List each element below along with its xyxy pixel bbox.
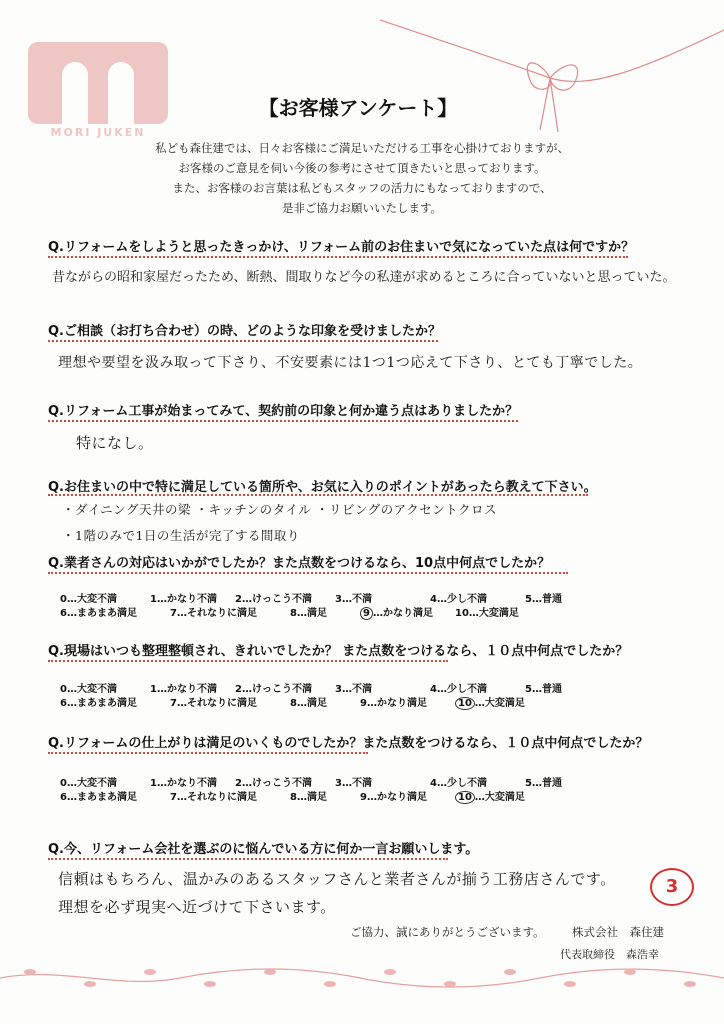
score-stamp: 3 (650, 868, 694, 906)
question-2: Q.ご相談（お打ち合わせ）の時、どのような印象を受けましたか？ (48, 324, 441, 339)
scale-option: 0…大変不満 (60, 778, 117, 789)
scale-option: 8…満足 (290, 608, 327, 619)
scale-option: 0…大変不満 (60, 684, 117, 695)
company-logo (28, 42, 168, 142)
rating-scale-6 (60, 680, 620, 710)
dotted-rule (48, 420, 518, 422)
scale-option: 1…かなり不満 (150, 684, 217, 695)
rating-scale-7 (60, 774, 620, 804)
closing-message: ご協力、誠にありがとうございます。 (350, 925, 545, 939)
scale-option: 7…それなりに満足 (170, 608, 257, 619)
scale-option: 0…大変不満 (60, 594, 117, 605)
scale-option: 5…普通 (525, 594, 562, 605)
scale-option: 8…満足 (290, 792, 327, 803)
answer-4-line-2: ・1階のみで1日の生活が完了する間取り (62, 528, 300, 543)
page-title: 【お客様アンケート】 (258, 96, 458, 120)
intro-line-2: お客様のご意見を伺い今後の参考にさせて頂きたいと思っております。 (178, 161, 546, 175)
question-6: Q.現場はいつも整理整頓され、きれいでしたか？ また点数をつけるなら、１０点中何点でしたか？ (48, 644, 629, 659)
scale-option: 2…けっこう不満 (235, 684, 312, 695)
scale-option-selected (360, 604, 433, 619)
selected-score-label: …大変満足 (474, 698, 525, 709)
rating-scale-5 (60, 590, 620, 620)
intro-line-1: 私ども森住建では、日々お客様にご満足いただける工事を心掛けておりますが、 (155, 141, 569, 155)
logo-mark-icon (28, 42, 168, 124)
company-name: 株式会社 森住建 (572, 925, 664, 939)
answer-1: 昔ながらの昭和家屋だったため、断熱、間取りなど今の私達が求めるところに合っていないと思っていた。 (52, 270, 676, 285)
dotted-rule (48, 752, 368, 754)
scale-option: 7…それなりに満足 (170, 698, 257, 709)
scale-option: 4…少し不満 (430, 778, 487, 789)
question-8: Q.今、リフォーム会社を選ぶのに悩んでいる方に何か一言お願いします。 (48, 842, 479, 857)
question-3: Q.リフォーム工事が始まってみて、契約前の印象と何か違う点はありましたか？ (48, 404, 519, 419)
scale-option: 2…けっこう不満 (235, 778, 312, 789)
question-5: Q.業者さんの対応はいかがでしたか？また点数をつけるなら、10点中何点でしたか？ (48, 556, 551, 571)
vine-border-decoration (0, 958, 724, 998)
scale-option: 4…少し不満 (430, 684, 487, 695)
selected-score-circle: 10 (455, 791, 475, 804)
scale-option: 1…かなり不満 (150, 594, 217, 605)
scale-option: 8…満足 (290, 698, 327, 709)
scale-option: 2…けっこう不満 (235, 594, 312, 605)
selected-score-circle: 10 (455, 697, 475, 710)
scale-option: 6…まあまあ満足 (60, 608, 137, 619)
answer-8-line-1: 信頼はもちろん、温かみのあるスタッフさんと業者さんが揃う工務店さんです。 (58, 870, 616, 888)
answer-3: 特になし。 (76, 434, 154, 452)
selected-score-label: …かなり満足 (372, 608, 433, 619)
scale-option-selected (455, 694, 525, 709)
question-1: Q.リフォームをしようと思ったきっかけ、リフォーム前のお住まいで気になっていた点は何ですか？ (48, 240, 635, 255)
scale-option: 10…大変満足 (455, 608, 519, 619)
scale-option: 5…普通 (525, 684, 562, 695)
selected-score-label: …大変満足 (474, 792, 525, 803)
intro-line-3: また、お客様のお言葉は私どもスタッフの活力にもなっておりますので、 (172, 181, 552, 195)
intro-line-4: 是非ご協力お願いいたします。 (281, 201, 443, 215)
scale-option: 3…不満 (335, 684, 372, 695)
scale-option: 7…それなりに満足 (170, 792, 257, 803)
dotted-rule (48, 256, 628, 258)
answer-2: 理想や要望を汲み取って下さり、不安要素には1つ1つ応えて下さり、とても丁寧でした。 (58, 355, 643, 371)
scale-option: 9…かなり満足 (360, 792, 427, 803)
selected-score-circle: 9 (360, 607, 373, 620)
answer-8-line-2: 理想を必ず現実へ近づけて下さいます。 (58, 898, 336, 916)
scale-option: 3…不満 (335, 778, 372, 789)
representative-name: 代表取締役 森浩幸 (560, 948, 659, 961)
scale-option: 5…普通 (525, 778, 562, 789)
question-7: Q.リフォームの仕上がりは満足のいくものでしたか？また点数をつけるなら、１０点中何点でしたか？ (48, 736, 649, 751)
answer-4-line-1: ・ダイニング天井の梁 ・キッチンのタイル ・リビングのアクセントクロス (62, 502, 497, 517)
scale-option: 6…まあまあ満足 (60, 698, 137, 709)
dotted-rule (48, 494, 588, 496)
question-4: Q.お住まいの中で特に満足している箇所や、お気に入りのポイントがあったら教えて下さい。 (48, 480, 597, 495)
dotted-rule (48, 340, 438, 342)
scale-option: 9…かなり満足 (360, 698, 427, 709)
dotted-rule (48, 660, 448, 662)
scale-option: 1…かなり不満 (150, 778, 217, 789)
scale-option: 4…少し不満 (430, 594, 487, 605)
scale-option-selected (455, 788, 525, 803)
logo-wordmark: MORI JUKEN (50, 126, 146, 139)
scale-option: 6…まあまあ満足 (60, 792, 137, 803)
dotted-rule (48, 572, 568, 574)
dotted-rule (48, 858, 448, 860)
scale-option: 3…不満 (335, 594, 372, 605)
